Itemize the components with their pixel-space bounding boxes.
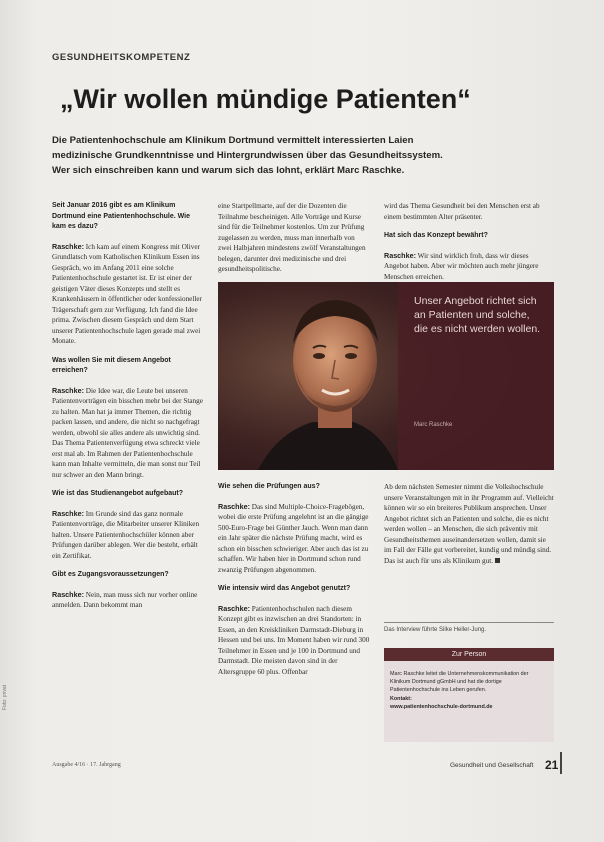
text-column-2-top	[218, 201, 370, 284]
speaker-label: Raschke:	[384, 250, 416, 260]
speaker-label: Raschke:	[218, 501, 250, 511]
interview-credit: Das Interview führte Silke Heller-Jung.	[384, 627, 487, 633]
answer-text: Wir sind wirklich froh, dass wir dieses Angebot haben. Aber wir möchten auch mehr jüngere Menschen erreichen.	[384, 251, 539, 281]
interview-question: Gibt es Zugangsvoraussetzungen?	[52, 571, 169, 578]
divider	[384, 622, 554, 623]
interview-answer	[218, 502, 370, 576]
person-infobox	[384, 648, 554, 742]
text-column-1	[52, 201, 204, 620]
infobox-text: Marc Raschke leitet die Unternehmenskommunikation der Klinikum Dortmund gGmbH und hat die dortige Patientenhochschule ins Leben gerufen.	[390, 671, 529, 694]
interview-answer	[52, 386, 204, 481]
answer-text: Das sind Multiple-Choice-Fragebögen, wobei die erste Prüfung angelehnt ist an die gängige 500-Euro-Frage bei Günther Jauch. Wenn man dann ein Jahr später die nächste Prüfung macht, wird es schon ein bisschen schwieriger. Aber auch das ist zu schaffen. Wir haben hier in Dortmund schon rund zwanzig Prüfungen abgenommen.	[218, 502, 369, 574]
body-text: wird das Thema Gesundheit bei den Menschen erst ab einem bestimmten Alter präsenter.	[384, 202, 540, 221]
answer-text: Ich kam auf einem Kongress mit Oliver Grundlatsch vom Katholischen Klinikum Essen ins Gespräch, wo im Anfang 2011 eine solche Patientenhochschule gestartet ist. Er ist einer der geistigen Väter dieses Konzepts und stellt es Krankenhäusern in öffentlicher oder konfessioneller Trägerschaft gern zur Verfügung. Ich fand die Idee prima. Zwischen diesem Gespräch und dem Start unserer Patientenhochschule lagen gerade mal zwei Monate.	[52, 242, 202, 345]
body-text-span: Ab dem nächsten Semester nimmt die Volkshochschule unsere Veranstaltungen mit in ihr Programm auf. Vielleicht können wir so ein breiteres Publikum ansprechen. Unser Angebot richtet sich an Patienten und solche, die es nicht werden wollen – an Menschen, die sich präventiv mit Gesundheitsthemen auseinandersetzen wollen, damit sie im Fall der Fälle gut vorbereitet, kundig und mündig sind. Das ist auch für uns als Klinikum gut.	[384, 483, 554, 565]
interview-question: Hat sich das Konzept bewährt?	[384, 232, 488, 239]
speaker-label: Raschke:	[52, 385, 84, 395]
answer-text: Im Grunde sind das ganz normale Patientenvorträge, die Mitarbeiter unserer Kliniken halten. Unsere Patientenhochschüler können aber Prüfungen darüber ablegen. Wer die besteht, erhält ein Zertifikat.	[52, 509, 200, 560]
speaker-label: Raschke:	[218, 603, 250, 613]
speaker-label: Raschke:	[52, 589, 84, 599]
footer-magazine-title: Gesundheit und Gesellschaft	[450, 762, 534, 769]
body-text	[384, 482, 554, 566]
text-column-3-top	[384, 201, 554, 291]
infobox-contact-link[interactable]: www.patientenhochschule-dortmund.de	[390, 703, 493, 710]
lead-line: Die Patientenhochschule am Klinikum Dortmund vermittelt interessierten Laien	[52, 135, 414, 146]
footer-bar	[560, 752, 562, 774]
interview-question: Wie ist das Studienangebot aufgebaut?	[52, 490, 184, 497]
answer-text: Patientenhochschulen nach diesem Konzept gibt es inzwischen an drei Standorten: in Essen, an den Kreiskliniken Darmstadt-Dieburg in Hessen und bei uns. Im Moment haben wir rund 300 Teilnehmer in Essen und je 100 in Dortmund und Darmstadt. Die meisten davon sind in der Altersgruppe 60 plus. Offenbar	[218, 604, 370, 676]
pull-quote-author: Marc Raschke	[414, 422, 453, 428]
interview-answer	[384, 251, 554, 283]
speaker-label: Raschke:	[52, 508, 84, 518]
body-text: eine Startpellmarte, auf der die Dozenten die Teilnahme bescheinigen. Alle Vorträge und Kurse sind für die Teilnehmer kostenlos. Um zur Prüfung zugelassen zu werden, muss man innerhalb von zwei Halbjahren mindestens zwölf Veranstaltungen belegen, darunter drei medizinische und drei gesundheitspolitische.	[218, 202, 366, 273]
interview-question: Was wollen Sie mit diesem Angebot erreichen?	[52, 356, 171, 374]
answer-text: Die Idee war, die Leute bei unseren Patientenvorträgen ein bisschen mehr bei der Stange zu halten. Man hat ja immer Themen, die richtig packen lassen, und andere, die nicht so nachgefragt werden, obwohl sie alles andere als unwichtig sind. Das Thema Patientenverfügung etwa schreckt viele erst mal ab. Im Rahmen der Patientenhochschule kann man Inhalte vermitteln, die man sonst nur Teil nur schwer an den Mann bringt.	[52, 386, 203, 479]
article-headline: „Wir wollen mündige Patienten“	[60, 84, 471, 114]
infobox-title: Zur Person	[384, 648, 554, 661]
speaker-label: Raschke:	[52, 241, 84, 251]
text-column-3-bottom	[384, 482, 554, 575]
page-number: 21	[545, 758, 559, 772]
lead-line: Wer sich einschreiben kann und warum sich das lohnt, erklärt Marc Raschke.	[52, 165, 405, 176]
lead-line: medizinische Grundkenntnisse und Hintergrundwissen über das Gesundheitssystem.	[52, 150, 443, 161]
interview-question: Wie sehen die Prüfungen aus?	[218, 483, 320, 490]
section-kicker: GESUNDHEITSKOMPETENZ	[52, 52, 191, 63]
text-column-2-bottom	[218, 482, 370, 686]
infobox-contact-label: Kontakt:	[390, 695, 412, 702]
end-mark-icon	[495, 558, 500, 563]
interview-answer	[52, 590, 204, 611]
interview-answer	[218, 604, 370, 678]
answer-text: Nein, man muss sich nur vorher online anmelden. Dann bekommt man	[52, 590, 198, 609]
interview-question: Seit Januar 2016 gibt es am Klinikum Dortmund eine Patientenhochschule. Wie kam es dazu?	[52, 202, 191, 230]
interview-question: Wie intensiv wird das Angebot genutzt?	[218, 585, 351, 592]
interview-answer	[52, 242, 204, 347]
article-lead	[52, 133, 564, 178]
footer-issue: Ausgabe 4/16 · 17. Jahrgang	[52, 762, 121, 768]
interview-answer	[52, 509, 204, 562]
infobox-body	[390, 670, 550, 711]
photo-credit: Foto: privat	[2, 684, 8, 710]
pull-quote: Unser Angebot richtet sich an Patienten und solche, die es nicht werden wollen.	[414, 295, 541, 335]
